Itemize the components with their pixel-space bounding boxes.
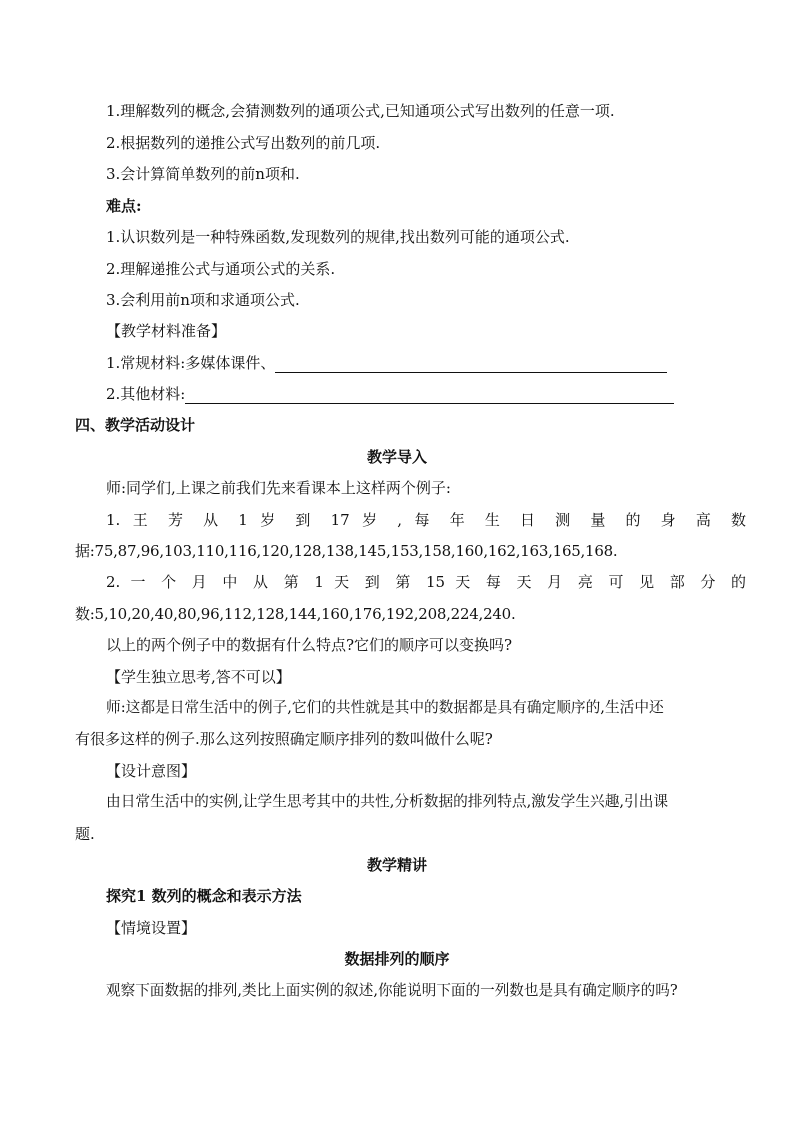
example-2-line-1: 2. 一 个 月 中 从 第 1 天 到 第 15 天 每 天 月 亮 可 见 部 分 的: [106, 573, 746, 591]
difficulty-3: 3.会利用前n项和求通项公式.: [106, 291, 300, 309]
design-line-1: 由日常生活中的实例,让学生思考其中的共性,分析数据的排列特点,激发学生兴趣,引出课: [106, 793, 669, 810]
materials-item-2-label: 2.其他材料:: [106, 385, 186, 403]
observe-line: 观察下面数据的排列,类比上面实例的叙述,你能说明下面的一列数也是具有确定顺序的吗?: [106, 982, 678, 999]
materials-item-1-label: 1.常规材料:多媒体课件、: [106, 354, 276, 372]
key-point-3: 3.会计算简单数列的前n项和.: [106, 165, 300, 183]
question: 以上的两个例子中的数据有什么特点?它们的顺序可以变换吗?: [106, 636, 513, 654]
teacher-line-2: 有很多这样的例子.那么这列按照确定顺序排列的数叫做什么呢?: [75, 730, 493, 748]
explore-heading: 探究1 数列的概念和表示方法: [106, 887, 302, 905]
materials-item-2-blank: [185, 389, 674, 404]
materials-heading: 【教学材料准备】: [106, 322, 227, 340]
subsection-title: 数据排列的顺序: [344, 950, 450, 968]
materials-item-1: [106, 353, 667, 373]
example-1-line-1: 1. 王 芳 从 1 岁 到 17 岁 , 每 年 生 日 测 量 的 身 高 数: [106, 511, 746, 529]
scenario-heading: 【情境设置】: [106, 919, 197, 937]
materials-item-1-blank: [275, 358, 667, 373]
design-heading: 【设计意图】: [106, 762, 197, 780]
difficulty-2: 2.理解递推公式与通项公式的关系.: [106, 260, 336, 278]
key-point-1: 1.理解数列的概念,会猜测数列的通项公式,已知通项公式写出数列的任意一项.: [106, 102, 615, 120]
intro-title: 教学导入: [366, 448, 427, 466]
materials-item-2: [106, 384, 674, 404]
example-1-line-2: 据:75,87,96,103,110,116,120,128,138,145,153,158,160,162,163,165,168.: [75, 542, 618, 560]
section-heading: 四、教学活动设计: [75, 416, 196, 434]
design-line-2: 题.: [75, 825, 95, 843]
difficulty-heading: 难点:: [106, 197, 142, 215]
difficulty-1: 1.认识数列是一种特殊函数,发现数列的规律,找出数列可能的通项公式.: [106, 228, 570, 246]
student-note: 【学生独立思考,答不可以】: [106, 668, 291, 686]
teacher-intro: 师:同学们,上课之前我们先来看课本上这样两个例子:: [106, 479, 451, 497]
example-2-line-2: 数:5,10,20,40,80,96,112,128,144,160,176,192,208,224,240.: [75, 605, 516, 623]
key-point-2: 2.根据数列的递推公式写出数列的前几项.: [106, 134, 381, 152]
lecture-title: 教学精讲: [366, 856, 427, 874]
teacher-line-1: 师:这都是日常生活中的例子,它们的共性就是其中的数据都是具有确定顺序的,生活中还: [106, 699, 664, 716]
